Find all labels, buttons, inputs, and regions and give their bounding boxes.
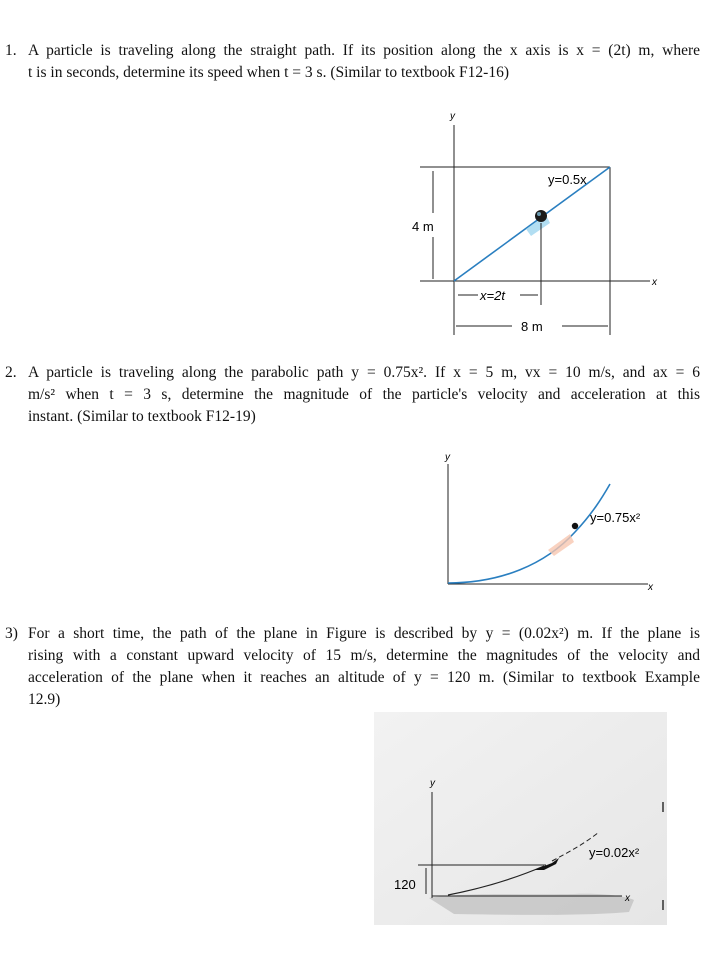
position-label: x=2t xyxy=(480,288,505,303)
problem-line: m/s² when t = 3 s, determine the magnitude of the particle's velocity and acceleration at this xyxy=(28,386,700,403)
problem-line: rising with a constant upward velocity of 15 m/s, determine the magnitudes of the velocity and xyxy=(28,647,700,664)
altitude-label: 120 xyxy=(394,877,416,892)
figure-2-parabolic-path xyxy=(420,450,680,600)
y-axis-label: y xyxy=(430,778,435,789)
problem-line: t is in seconds, determine its speed when t = 3 s. (Similar to textbook F12-16) xyxy=(28,64,509,81)
x-axis-label: x xyxy=(652,277,657,288)
problem-line: instant. (Similar to textbook F12-19) xyxy=(28,408,256,425)
y-axis-label: y xyxy=(445,452,450,463)
figure-3-plane-path xyxy=(374,712,669,927)
problem-line: acceleration of the plane when it reaches an altitude of y = 120 m. (Similar to textbook Example xyxy=(28,669,700,686)
y-axis-label: y xyxy=(450,111,455,122)
problem-line: A particle is traveling along the straight path. If its position along the x axis is x = (2t) m, where xyxy=(28,42,700,59)
width-label: 8 m xyxy=(521,319,543,334)
problem-number: 2. xyxy=(5,364,17,381)
problem-text xyxy=(28,40,700,84)
x-axis-label: x xyxy=(625,893,630,904)
problem-text xyxy=(28,623,700,711)
problem-number: 3) xyxy=(5,625,18,642)
figure-1-straight-path xyxy=(400,105,680,345)
problem-number: 1. xyxy=(5,42,17,59)
path-label: y=0.02x² xyxy=(589,845,640,860)
height-label: 4 m xyxy=(412,219,434,234)
problem-line: A particle is traveling along the parabolic path y = 0.75x². If x = 5 m, vx = 10 m/s, and ax = 6 xyxy=(28,364,700,381)
x-axis-label: x xyxy=(648,582,653,593)
problem-text xyxy=(28,362,700,428)
problem-line: 12.9) xyxy=(28,691,61,708)
path-label: y=0.5x xyxy=(548,172,587,187)
problem-line: For a short time, the path of the plane in Figure is described by y = (0.02x²) m. If the plane is xyxy=(28,625,700,642)
path-label: y=0.75x² xyxy=(590,510,641,525)
